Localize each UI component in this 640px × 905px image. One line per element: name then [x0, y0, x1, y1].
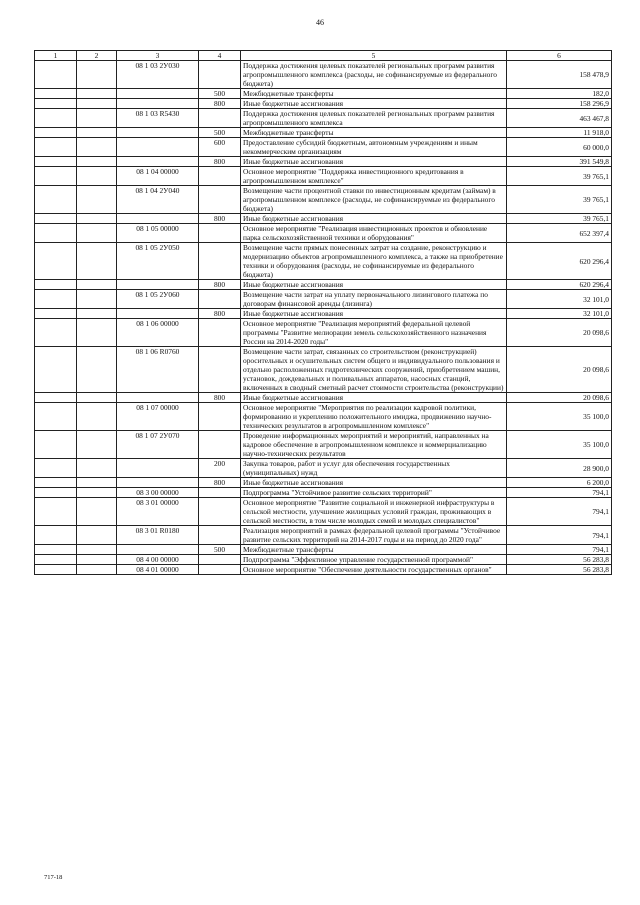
- expense-type-cell: [199, 526, 241, 545]
- empty-cell: [35, 526, 77, 545]
- empty-cell: [35, 309, 77, 319]
- empty-cell: [35, 214, 77, 224]
- expense-type-cell: 800: [199, 478, 241, 488]
- item-name-cell: Основное мероприятие "Поддержка инвестиционного кредитования в агропромышленном комплексе": [241, 167, 507, 186]
- empty-cell: [35, 186, 77, 214]
- table-row: [35, 186, 612, 214]
- empty-cell: [35, 488, 77, 498]
- classification-code-cell: 08 1 06 R0760: [117, 347, 199, 393]
- amount-cell: 39 765,1: [507, 186, 612, 214]
- table-row: [35, 61, 612, 89]
- empty-cell: [77, 565, 117, 575]
- empty-cell: [77, 61, 117, 89]
- empty-cell: [35, 128, 77, 138]
- amount-cell: 32 101,0: [507, 309, 612, 319]
- empty-cell: [77, 403, 117, 431]
- empty-cell: [77, 431, 117, 459]
- table-row: [35, 243, 612, 280]
- classification-code-cell: 08 1 05 2У060: [117, 290, 199, 309]
- empty-cell: [35, 290, 77, 309]
- expense-type-cell: [199, 431, 241, 459]
- footer-code: 717-18: [44, 874, 63, 881]
- item-name-cell: Основное мероприятие "Мероприятия по реализации кадровой политики, формированию и укреплению положительного имиджа, продвижению научно-технических результатов в агропромышленном комплексе": [241, 403, 507, 431]
- amount-cell: 32 101,0: [507, 290, 612, 309]
- table-row: [35, 555, 612, 565]
- table-row: [35, 167, 612, 186]
- amount-cell: 463 467,8: [507, 109, 612, 128]
- table-row: [35, 157, 612, 167]
- empty-cell: [35, 167, 77, 186]
- classification-code-cell: [117, 99, 199, 109]
- expense-type-cell: 800: [199, 393, 241, 403]
- empty-cell: [77, 138, 117, 157]
- table-row: [35, 498, 612, 526]
- classification-code-cell: [117, 89, 199, 99]
- item-name-cell: Иные бюджетные ассигнования: [241, 157, 507, 167]
- item-name-cell: Возмещение части процентной ставки по инвестиционным кредитам (займам) в агропромышленном комплексе (расходы, не софинансируемые из федерального бюджета): [241, 186, 507, 214]
- classification-code-cell: 08 1 04 2У040: [117, 186, 199, 214]
- table-row: [35, 526, 612, 545]
- item-name-cell: Поддержка достижения целевых показателей региональных программ развития агропромышленного комплекса (расходы, не софинансируемые из федерального бюджета): [241, 61, 507, 89]
- classification-code-cell: 08 1 07 2У070: [117, 431, 199, 459]
- item-name-cell: Подпрограмма "Устойчивое развитие сельских территорий": [241, 488, 507, 498]
- amount-cell: 158 478,9: [507, 61, 612, 89]
- empty-cell: [35, 319, 77, 347]
- empty-cell: [35, 478, 77, 488]
- amount-cell: 20 098,6: [507, 393, 612, 403]
- item-name-cell: Предоставление субсидий бюджетным, автономным учреждениям и иным некоммерческим организациям: [241, 138, 507, 157]
- classification-code-cell: 08 4 00 00000: [117, 555, 199, 565]
- classification-code-cell: 08 1 04 00000: [117, 167, 199, 186]
- expense-type-cell: [199, 347, 241, 393]
- empty-cell: [77, 109, 117, 128]
- expense-type-cell: [199, 186, 241, 214]
- item-name-cell: Межбюджетные трансферты: [241, 89, 507, 99]
- column-header: 2: [77, 51, 117, 61]
- table-row: [35, 565, 612, 575]
- item-name-cell: Иные бюджетные ассигнования: [241, 309, 507, 319]
- item-name-cell: Закупка товаров, работ и услуг для обеспечения государственных (муниципальных) нужд: [241, 459, 507, 478]
- item-name-cell: Возмещение части затрат на уплату первоначального лизингового платежа по договорам финансовой аренды (лизинга): [241, 290, 507, 309]
- amount-cell: 620 296,4: [507, 243, 612, 280]
- budget-table: [34, 50, 612, 575]
- classification-code-cell: 08 3 01 00000: [117, 498, 199, 526]
- amount-cell: 20 098,6: [507, 347, 612, 393]
- empty-cell: [77, 99, 117, 109]
- empty-cell: [77, 280, 117, 290]
- column-header: 4: [199, 51, 241, 61]
- expense-type-cell: 800: [199, 99, 241, 109]
- empty-cell: [77, 89, 117, 99]
- expense-type-cell: [199, 403, 241, 431]
- item-name-cell: Основное мероприятие "Реализация инвестиционных проектов и обновление парка сельскохозяйственной техники и оборудования": [241, 224, 507, 243]
- empty-cell: [35, 545, 77, 555]
- classification-code-cell: [117, 545, 199, 555]
- table-row: [35, 431, 612, 459]
- expense-type-cell: 800: [199, 214, 241, 224]
- empty-cell: [35, 393, 77, 403]
- expense-type-cell: 800: [199, 157, 241, 167]
- amount-cell: 35 100,0: [507, 403, 612, 431]
- empty-cell: [35, 459, 77, 478]
- classification-code-cell: 08 1 05 00000: [117, 224, 199, 243]
- empty-cell: [35, 555, 77, 565]
- empty-cell: [35, 403, 77, 431]
- amount-cell: 794,1: [507, 488, 612, 498]
- table-row: [35, 488, 612, 498]
- classification-code-cell: [117, 214, 199, 224]
- empty-cell: [77, 243, 117, 280]
- item-name-cell: Подпрограмма "Эффективное управление государственной программой": [241, 555, 507, 565]
- column-header: 6: [507, 51, 612, 61]
- expense-type-cell: 800: [199, 280, 241, 290]
- classification-code-cell: 08 3 00 00000: [117, 488, 199, 498]
- column-header: 5: [241, 51, 507, 61]
- classification-code-cell: [117, 393, 199, 403]
- classification-code-cell: [117, 478, 199, 488]
- classification-code-cell: [117, 138, 199, 157]
- amount-cell: 391 549,8: [507, 157, 612, 167]
- empty-cell: [77, 488, 117, 498]
- classification-code-cell: 08 1 03 R5430: [117, 109, 199, 128]
- item-name-cell: Иные бюджетные ассигнования: [241, 393, 507, 403]
- table-row: [35, 214, 612, 224]
- item-name-cell: Основное мероприятие "Реализация мероприятий федеральной целевой программы "Развитие мелиорации земель сельскохозяйственного назначения России на 2014-2020 годы": [241, 319, 507, 347]
- expense-type-cell: 800: [199, 309, 241, 319]
- classification-code-cell: [117, 309, 199, 319]
- amount-cell: 652 397,4: [507, 224, 612, 243]
- empty-cell: [77, 224, 117, 243]
- expense-type-cell: [199, 243, 241, 280]
- table-row: [35, 128, 612, 138]
- expense-type-cell: [199, 61, 241, 89]
- item-name-cell: Возмещение части затрат, связанных со строительством (реконструкцией) оросительных и осушительных систем общего и индивидуального пользования и отдельно расположенных гидротехнических сооружений, приобретением машин, установок, дождевальных и поливальных аппаратов, насосных станций, включенных в сводный сметный расчет стоимости строительства (реконструкции): [241, 347, 507, 393]
- empty-cell: [35, 109, 77, 128]
- table-row: [35, 478, 612, 488]
- table-row: [35, 109, 612, 128]
- page-number: 46: [316, 18, 324, 27]
- empty-cell: [77, 498, 117, 526]
- classification-code-cell: 08 1 05 2У050: [117, 243, 199, 280]
- column-header: 3: [117, 51, 199, 61]
- table-row: [35, 138, 612, 157]
- amount-cell: 60 000,0: [507, 138, 612, 157]
- expense-type-cell: [199, 167, 241, 186]
- empty-cell: [77, 167, 117, 186]
- table-row: [35, 403, 612, 431]
- table-row: [35, 224, 612, 243]
- item-name-cell: Реализация мероприятий в рамках федеральной целевой программы "Устойчивое развитие сельских территорий на 2014-2017 годы и на период до 2020 года": [241, 526, 507, 545]
- classification-code-cell: 08 1 03 2У030: [117, 61, 199, 89]
- item-name-cell: Проведение информационных мероприятий и мероприятий, направленных на кадровое обеспечение в агропромышленном комплексе и коммерциализацию научно-технических результатов: [241, 431, 507, 459]
- table-row: [35, 545, 612, 555]
- classification-code-cell: 08 1 07 00000: [117, 403, 199, 431]
- item-name-cell: Иные бюджетные ассигнования: [241, 280, 507, 290]
- empty-cell: [35, 157, 77, 167]
- table-row: [35, 459, 612, 478]
- empty-cell: [35, 99, 77, 109]
- amount-cell: 11 918,0: [507, 128, 612, 138]
- empty-cell: [35, 61, 77, 89]
- expense-type-cell: [199, 555, 241, 565]
- expense-type-cell: [199, 224, 241, 243]
- amount-cell: 39 765,1: [507, 167, 612, 186]
- item-name-cell: Иные бюджетные ассигнования: [241, 99, 507, 109]
- classification-code-cell: 08 1 06 00000: [117, 319, 199, 347]
- expense-type-cell: [199, 488, 241, 498]
- classification-code-cell: [117, 128, 199, 138]
- classification-code-cell: 08 4 01 00000: [117, 565, 199, 575]
- table-row: [35, 319, 612, 347]
- empty-cell: [77, 545, 117, 555]
- expense-type-cell: 200: [199, 459, 241, 478]
- amount-cell: 182,0: [507, 89, 612, 99]
- empty-cell: [35, 565, 77, 575]
- empty-cell: [35, 224, 77, 243]
- item-name-cell: Основное мероприятие "Обеспечение деятельности государственных органов": [241, 565, 507, 575]
- empty-cell: [35, 347, 77, 393]
- empty-cell: [77, 526, 117, 545]
- expense-type-cell: [199, 109, 241, 128]
- empty-cell: [77, 555, 117, 565]
- expense-type-cell: 500: [199, 128, 241, 138]
- amount-cell: 794,1: [507, 498, 612, 526]
- empty-cell: [35, 431, 77, 459]
- amount-cell: 56 283,8: [507, 555, 612, 565]
- empty-cell: [77, 347, 117, 393]
- item-name-cell: Межбюджетные трансферты: [241, 128, 507, 138]
- expense-type-cell: [199, 319, 241, 347]
- empty-cell: [35, 138, 77, 157]
- table-row: [35, 393, 612, 403]
- amount-cell: 6 200,0: [507, 478, 612, 488]
- classification-code-cell: [117, 459, 199, 478]
- empty-cell: [77, 478, 117, 488]
- item-name-cell: Межбюджетные трансферты: [241, 545, 507, 555]
- amount-cell: 56 283,8: [507, 565, 612, 575]
- classification-code-cell: [117, 157, 199, 167]
- amount-cell: 158 296,9: [507, 99, 612, 109]
- amount-cell: 28 900,0: [507, 459, 612, 478]
- table-row: [35, 89, 612, 99]
- empty-cell: [77, 214, 117, 224]
- table-row: [35, 309, 612, 319]
- expense-type-cell: 500: [199, 89, 241, 99]
- empty-cell: [77, 290, 117, 309]
- column-header: 1: [35, 51, 77, 61]
- expense-type-cell: [199, 498, 241, 526]
- amount-cell: 620 296,4: [507, 280, 612, 290]
- empty-cell: [77, 393, 117, 403]
- classification-code-cell: 08 3 01 R0180: [117, 526, 199, 545]
- expense-type-cell: [199, 290, 241, 309]
- amount-cell: 39 765,1: [507, 214, 612, 224]
- empty-cell: [77, 186, 117, 214]
- amount-cell: 20 098,6: [507, 319, 612, 347]
- empty-cell: [35, 243, 77, 280]
- empty-cell: [35, 280, 77, 290]
- empty-cell: [77, 128, 117, 138]
- expense-type-cell: 600: [199, 138, 241, 157]
- empty-cell: [35, 89, 77, 99]
- item-name-cell: Иные бюджетные ассигнования: [241, 478, 507, 488]
- empty-cell: [77, 319, 117, 347]
- empty-cell: [77, 459, 117, 478]
- item-name-cell: Поддержка достижения целевых показателей региональных программ развития агропромышленного комплекса: [241, 109, 507, 128]
- item-name-cell: Возмещение части прямых понесенных затрат на создание, реконструкцию и модернизацию объектов агропромышленного комплекса, а также на приобретение техники и оборудования (расходы, не софинансируемые из федерального бюджета): [241, 243, 507, 280]
- item-name-cell: Иные бюджетные ассигнования: [241, 214, 507, 224]
- empty-cell: [77, 157, 117, 167]
- table-row: [35, 290, 612, 309]
- amount-cell: 35 100,0: [507, 431, 612, 459]
- empty-cell: [77, 309, 117, 319]
- expense-type-cell: 500: [199, 545, 241, 555]
- column-number-row: [35, 51, 612, 61]
- table-row: [35, 99, 612, 109]
- empty-cell: [35, 498, 77, 526]
- table-row: [35, 347, 612, 393]
- classification-code-cell: [117, 280, 199, 290]
- amount-cell: 794,1: [507, 526, 612, 545]
- amount-cell: 794,1: [507, 545, 612, 555]
- expense-type-cell: [199, 565, 241, 575]
- table-row: [35, 280, 612, 290]
- item-name-cell: Основное мероприятие "Развитие социальной и инженерной инфраструктуры в сельской местности, улучшение жилищных условий граждан, проживающих в сельской местности, в том числе молодых семей и молодых специалистов": [241, 498, 507, 526]
